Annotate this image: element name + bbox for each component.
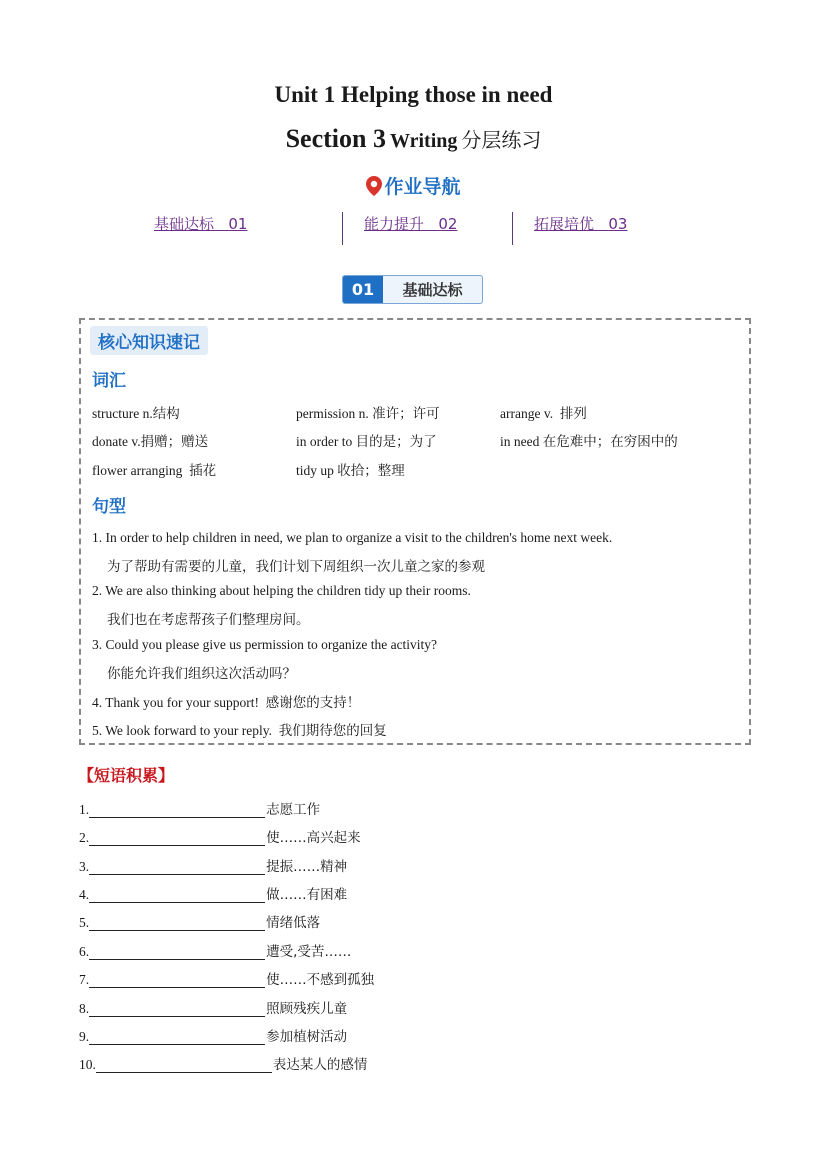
phrase-cn: 参加植树活动 [266,1029,348,1045]
phrase-cn: 照顾残疾儿童 [266,1001,348,1017]
phrase-cn: 情绪低落 [266,915,321,931]
vocab-en: structure n. [92,406,153,421]
phrase-blank[interactable] [96,1058,272,1073]
phrase-cn: 做……有困难 [266,887,348,903]
vocab-cn: 结构 [152,406,180,422]
writing-label: Writing [389,130,458,152]
vocab-item [92,430,208,450]
phrase-blank[interactable] [89,888,265,903]
phrase-row [79,1053,367,1073]
phrase-blank[interactable] [89,1002,265,1017]
section-subtitle [0,124,827,154]
phrase-cn: 表达某人的感情 [272,1057,368,1073]
vocab-item [296,430,437,450]
vocab-heading: 词汇 [92,371,126,391]
phrase-cn: 使……高兴起来 [266,830,361,846]
nav-link-extend-num: 03 [608,215,628,233]
vocab-en: arrange v. [500,406,554,421]
section-badge-label: 基础达标 [402,281,463,299]
nav-link-improve-num: 02 [438,215,458,233]
vocab-en: tidy up [296,463,334,478]
sentence-cn: 我们期待您的回复 [278,723,387,739]
section-badge [342,275,483,304]
phrase-num: 9. [79,1029,90,1044]
sentence-cn: 我们也在考虑帮孩子们整理房间。 [107,612,310,628]
nav-link-extend[interactable] [534,213,627,234]
vocab-cn: 目的是；为了 [355,434,437,450]
vocab-item [92,459,216,479]
phrase-blank[interactable] [89,803,265,818]
phrase-row [79,855,347,875]
phrase-blank[interactable] [89,945,265,960]
vocab-en: in order to [296,434,353,449]
nav-link-improve-label: 能力提升 [364,215,425,233]
practice-label: 分层练习 [461,128,542,152]
phrases-heading: 【短语积累】 [78,766,175,785]
nav-link-extend-label: 拓展培优 [534,215,595,233]
sentence-en: 1. In order to help children in need, we plan to organize a visit to the children's home next week. [92,530,613,545]
vocab-cn: 准许；许可 [372,406,440,422]
nav-link-improve[interactable] [364,213,457,234]
sentence-cn: 感谢您的支持！ [265,695,361,711]
homework-nav-title: 作业导航 [384,176,461,198]
phrase-num: 5. [79,915,90,930]
phrase-blank[interactable] [89,831,265,846]
phrase-cn: 提振……精神 [266,859,348,875]
homework-nav-heading [0,172,827,199]
vocab-item [92,402,180,422]
sentence-cn: 为了帮助有需要的儿童，我们计划下周组织一次儿童之家的参观 [107,559,485,575]
phrase-row [79,883,347,903]
phrase-row [79,826,361,846]
phrase-row [79,798,320,818]
phrase-num: 3. [79,859,90,874]
phrase-num: 7. [79,972,90,987]
page-title: Unit 1 Helping those in need [274,82,553,107]
vocab-en: permission n. [296,406,369,421]
phrase-row [79,968,374,988]
phrase-num: 1. [79,802,90,817]
sentence-heading: 句型 [92,497,126,517]
vocab-item [500,402,587,422]
phrase-blank[interactable] [89,973,265,988]
phrase-cn: 使……不感到孤独 [266,972,375,988]
phrase-row [79,997,347,1017]
vocab-item [296,402,440,422]
vocab-cn: 排列 [559,406,587,422]
location-pin-icon [366,176,382,196]
vocab-cn: 在危难中；在穷困中的 [542,434,678,450]
section-badge-number: 01 [343,276,383,303]
vocab-item [500,430,678,450]
phrase-num: 8. [79,1001,90,1016]
phrase-row [79,911,320,931]
sentence-item [92,719,387,739]
phrase-row [79,940,351,960]
sentence-en: 2. We are also thinking about helping the children tidy up their rooms. [92,583,471,598]
vocab-en: in need [500,434,540,449]
phrase-cn: 遭受,受苦…… [266,944,352,960]
phrase-cn: 志愿工作 [266,802,321,818]
phrase-num: 10. [79,1057,96,1072]
nav-link-basic[interactable] [154,213,247,234]
nav-divider [342,212,343,245]
phrase-row [79,1025,347,1045]
phrase-num: 6. [79,944,90,959]
vocab-cn: 捐赠；赠送 [140,434,209,450]
nav-link-basic-label: 基础达标 [154,215,215,233]
sentence-en: 5. We look forward to your reply. [92,723,272,738]
phrase-blank[interactable] [89,860,265,875]
section-label: Section 3 [285,124,386,153]
vocab-item [296,459,405,479]
vocab-en: flower arranging [92,463,183,478]
phrase-blank[interactable] [89,1030,265,1045]
phrase-num: 4. [79,887,90,902]
sentence-cn: 你能允许我们组织这次活动吗？ [107,666,296,682]
phrase-num: 2. [79,830,90,845]
sentence-en: 4. Thank you for your support! [92,695,259,710]
vocab-cn: 插花 [189,463,217,479]
core-knowledge-heading: 核心知识速记 [90,326,208,355]
nav-link-basic-num: 01 [228,215,248,233]
sentence-item [92,691,360,711]
vocab-cn: 收拾；整理 [337,463,405,479]
nav-divider [512,212,513,245]
sentence-en: 3. Could you please give us permission to organize the activity? [92,637,438,652]
phrase-blank[interactable] [89,916,265,931]
vocab-en: donate v. [92,434,141,449]
